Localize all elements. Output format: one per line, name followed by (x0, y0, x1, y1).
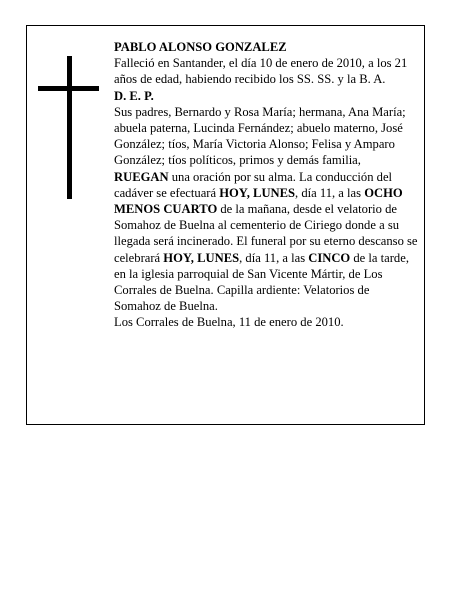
deceased-name: PABLO ALONSO GONZALEZ (114, 40, 287, 54)
funeral-day: HOY, LUNES (163, 250, 240, 265)
funeral-details (114, 169, 418, 315)
obituary-notice (26, 25, 425, 425)
conduction-day: HOY, LUNES (219, 185, 296, 200)
funeral-text-4: , día 11, a las (239, 250, 309, 265)
funeral-text-1: una oración por su alma. La conducción del cadáver se efectuará (114, 169, 393, 200)
family-list: Sus padres, Bernardo y Rosa María; hermana, Ana María; abuela paterna, Lucinda Fernández; abuelo materno, José González; tíos, María Victoria Alonso; Felisa y Amparo González; tíos políticos, primos y demás familia, (114, 104, 406, 168)
conduction-time: OCHO MENOS CUARTO (114, 185, 403, 217)
ruegan-word: RUEGAN (114, 169, 169, 184)
cross-icon-bar (38, 86, 99, 91)
notice-text (114, 39, 418, 331)
death-statement: Falleció en Santander, el día 10 de enero de 2010, a los 21 años de edad, habiendo recibido los SS. SS. y la B. A. (114, 56, 408, 87)
place-date: Los Corrales de Buelna, 11 de enero de 2010. (114, 315, 344, 330)
dep-heading: D. E. P. (114, 88, 154, 103)
funeral-text-3: de la mañana, desde el velatorio de Somahoz de Buelna al cementerio de Ciriego donde a su llegada será incinerado. El funeral por su eterno descanso se celebrará (114, 202, 418, 265)
funeral-time: CINCO (308, 250, 351, 265)
funeral-text-2: , día 11, a las (295, 185, 365, 200)
funeral-text-5: de la tarde, en la iglesia parroquial de San Vicente Mártir, de Los Corrales de Buelna. Capilla ardiente: Velatorios de Somahoz de Buelna. (114, 250, 409, 314)
cross-icon (67, 56, 72, 199)
